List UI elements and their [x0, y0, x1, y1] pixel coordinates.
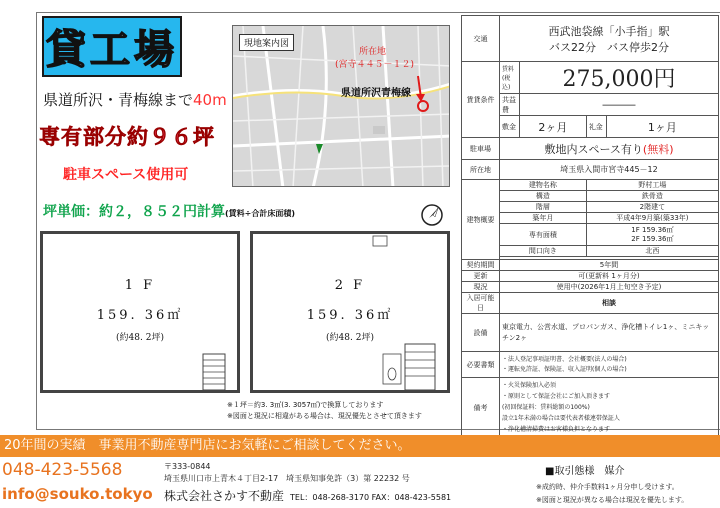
built-value: 平成4年9月築(築33年) [586, 213, 718, 224]
footer-email[interactable]: info@souko.tokyo [2, 485, 153, 503]
area-label: 専有面積 [500, 224, 587, 246]
property-info-table [461, 15, 719, 438]
remarks-label: 備考 [462, 378, 500, 438]
transport-line2: バス22分 バス停歩2分 [549, 40, 669, 54]
term-label: 契約期間 [462, 260, 500, 271]
unit-price-note: (賃料÷合計床面積) [225, 209, 296, 218]
equipment-label: 設備 [462, 314, 500, 352]
plan-note: ※１坪＝約3. 3㎡(3. 3057㎡)で換算しております [227, 401, 384, 409]
docs-line: ・法人登記事項証明書、会社概要(法人の場合) [502, 355, 627, 363]
footer-banner: 20年間の実績 事業用不動産専門店にお気軽にご相談してください。 [0, 435, 720, 457]
parking-free: (無料) [642, 142, 674, 156]
address-label: 所在地 [462, 160, 500, 180]
footer-fine-print [536, 481, 688, 507]
plan-notes [227, 400, 422, 422]
floors-value: 2階建て [586, 202, 718, 213]
route-label: 県道所沢・青梅線まで [43, 91, 194, 109]
footer-phone[interactable]: 048-423-5568 [2, 460, 123, 480]
common-label: 共益費 [500, 94, 520, 116]
map-road-label: 県道所沢青梅線 [341, 88, 411, 99]
move-in-label: 入居可能日 [462, 293, 500, 314]
fine-print-line: ※成約時、仲介手数料1ヶ月分申し受けます。 [536, 483, 679, 491]
bname-label: 建物名称 [500, 180, 587, 191]
key-money-value: 1ヶ月 [606, 116, 718, 138]
plan-1f-area: 159. 36㎡ [96, 308, 184, 323]
remarks-line: (初回保証料：賃料総額の100%) [502, 404, 590, 411]
remarks-line: ・原則として保証会社にご加入頂きます [502, 393, 611, 400]
map-site-label: 所在地 [359, 47, 387, 57]
plan-2f-area: 159. 36㎡ [306, 308, 394, 323]
footer-address-line: 埼玉県川口市上青木４丁目2-17 埼玉県知事免許（3）第 22232 号 [164, 474, 410, 483]
remarks-line: ・火災保険加入必須 [502, 382, 557, 389]
rent-value: 275,000円 [520, 62, 719, 94]
fine-print-line: ※図面と現況が異なる場合は現況を優先します。 [536, 496, 689, 504]
unit-price-value: 坪単価：約２，８５２円計算 [43, 204, 225, 220]
building-label: 建物概要 [462, 180, 500, 260]
footer-company [164, 487, 451, 504]
address-value: 埼玉県入間市宮寺445－12 [500, 160, 719, 180]
map-label: 現地案内図 [239, 34, 294, 51]
common-value: ――― [520, 94, 719, 116]
north-arrow-icon [420, 203, 444, 227]
struct-label: 構造 [500, 191, 587, 202]
transport-label: 交通 [462, 16, 500, 62]
footer-address [164, 461, 410, 485]
renew-label: 更新 [462, 271, 500, 282]
area-value [586, 224, 718, 246]
bname-value: 野村工場 [586, 180, 718, 191]
company-name: 株式会社さかす不動産 [164, 489, 285, 503]
deal-type: ■取引態様 媒介 [545, 466, 625, 477]
remarks-line: 設立1年未満の場合は要代表者様連帯保証人 [502, 415, 620, 422]
floor-plan-2f [250, 231, 450, 393]
property-flyer [36, 12, 720, 433]
floors-label: 階層 [500, 202, 587, 213]
deposit-value: 2ヶ月 [520, 116, 587, 138]
key-money-label: 礼金 [586, 116, 606, 138]
built-label: 築年月 [500, 213, 587, 224]
rent-label: 賃料(税込) [500, 62, 520, 94]
plan-note: ※図面と現況に相違がある場合は、現況優先とさせて頂きます [227, 412, 422, 420]
title-box [42, 16, 182, 77]
renew-value: 可(更新料 1ヶ月分) [500, 271, 719, 282]
footer-zip: 〒333-0844 [164, 462, 211, 471]
plan-2f-tsubo: (約48. 2坪) [326, 333, 374, 343]
parking-label: 駐車場 [462, 138, 500, 160]
page-title: 貸工場 [46, 26, 178, 73]
equipment-value: 東京電力、公営水道、プロパンガス、浄化槽トイレ1ヶ、ミニキッチン2ヶ [500, 314, 719, 352]
docs-value [500, 352, 719, 378]
parking-headline: 駐車スペース使用可 [63, 167, 189, 183]
term-value: 5年間 [500, 260, 719, 271]
plan-1f-tsubo: (約48. 2坪) [116, 333, 164, 343]
status-label: 現況 [462, 282, 500, 293]
status-value: 使用中(2026年1月上旬空き予定) [500, 282, 719, 293]
area-value-1f: 1F 159.36㎡ [631, 225, 674, 234]
route-text [43, 89, 227, 110]
docs-line: ・運転免許証、保険証、収入証明(個人の場合) [502, 365, 627, 373]
floor-plan-1f [40, 231, 240, 393]
area-value-2f: 2F 159.36㎡ [631, 234, 674, 243]
parking-value [500, 138, 719, 160]
remarks-line: ・浄化槽清掃費はお客様負担となります [502, 426, 611, 433]
transport-value [500, 16, 719, 62]
parking-availability: 敷地内スペース有り [544, 142, 643, 156]
struct-value: 鉄骨造 [586, 191, 718, 202]
remarks-value [500, 378, 719, 438]
entrance-value: 北西 [586, 246, 718, 257]
rent-cond-label: 賃貸条件 [462, 62, 500, 138]
route-distance: 40m [193, 91, 227, 109]
company-tel-fax: TEL：048-268-3170 FAX：048-423-5581 [290, 493, 452, 502]
transport-line1: 西武池袋線「小手指」駅 [548, 24, 670, 38]
entrance-label: 間口向き [500, 246, 587, 257]
docs-label: 必要書類 [462, 352, 500, 378]
move-in-value: 相談 [500, 293, 719, 314]
deposit-label: 敷金 [500, 116, 520, 138]
map-site-address: (宮寺４４５－１２) [335, 60, 415, 70]
area-headline: 専有部分約９６坪 [39, 125, 215, 149]
plan-1f-floor: 1 F [124, 278, 156, 293]
unit-price [43, 201, 295, 221]
plan-2f-floor: 2 F [334, 278, 366, 293]
location-map [232, 25, 450, 187]
